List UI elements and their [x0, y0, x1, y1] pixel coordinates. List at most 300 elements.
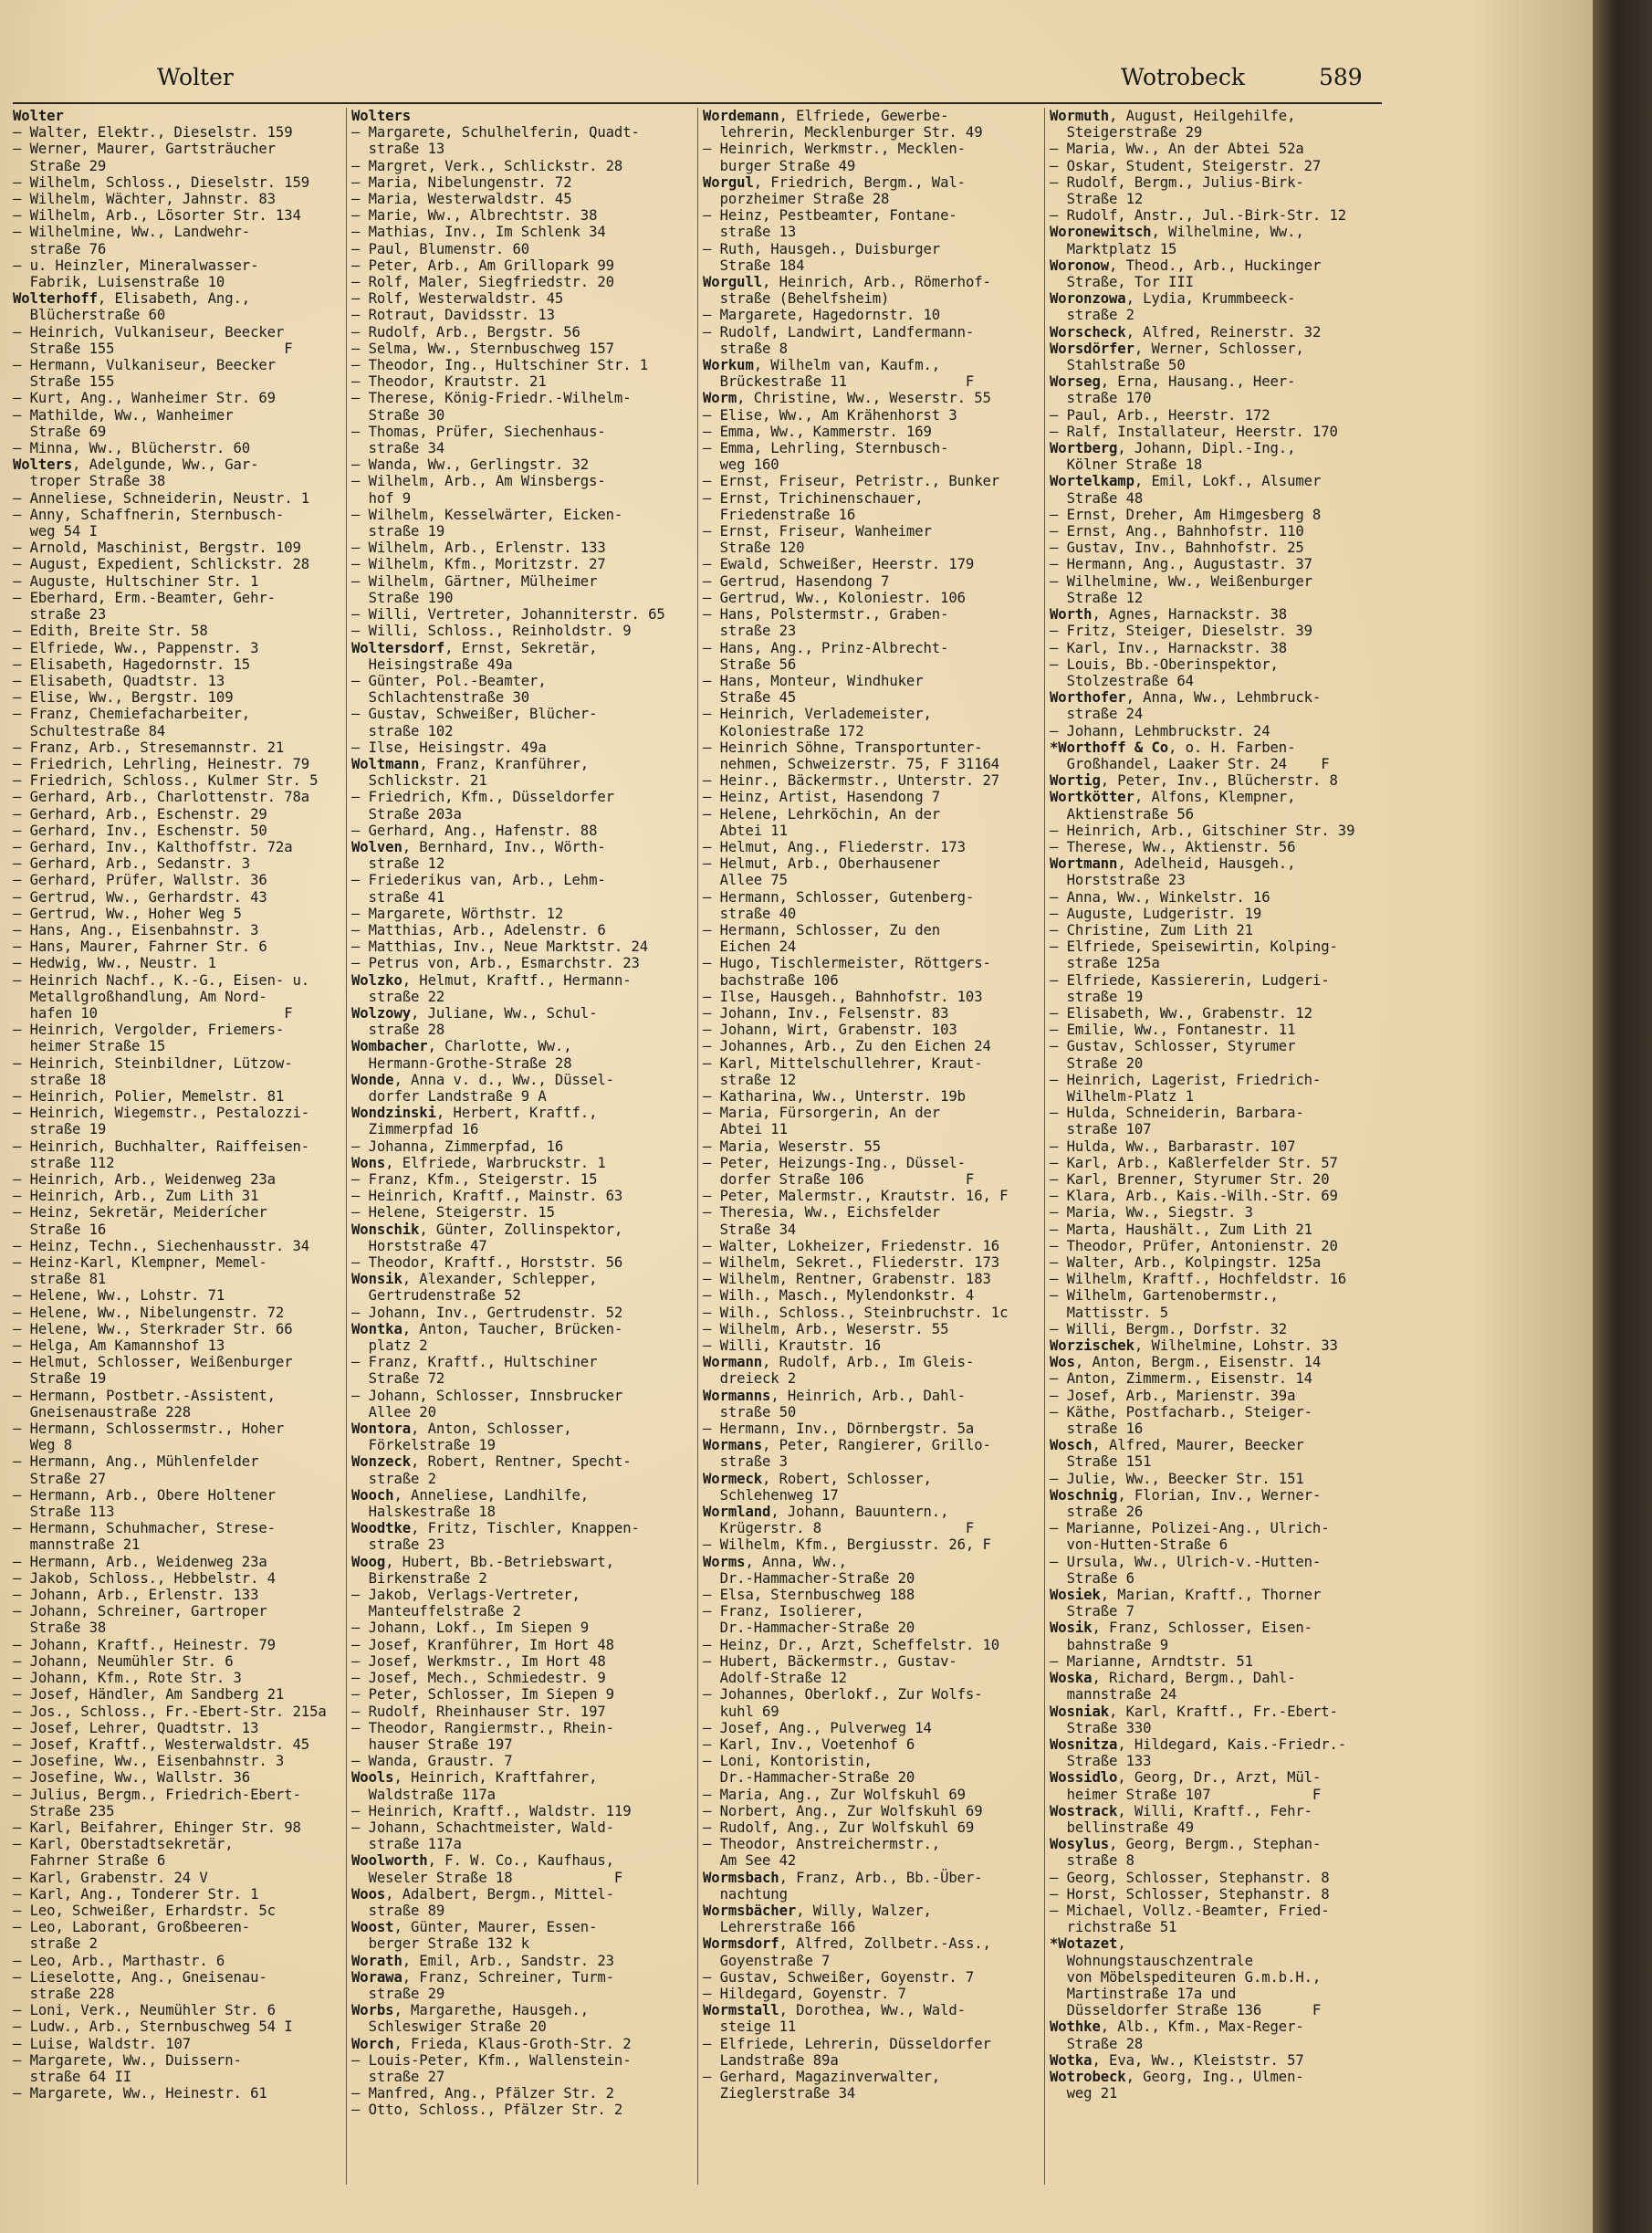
directory-line: straße 81 — [13, 1271, 107, 1288]
directory-line: — Louis-Peter, Kfm., Wallenstein- — [351, 2051, 632, 2069]
directory-line: — Werner, Maurer, Gartsträucher — [13, 141, 276, 158]
directory-line: von Möbelspediteuren G.m.b.H., — [1050, 1968, 1322, 1986]
directory-line: — Mathilde, Ww., Wanheimer — [13, 406, 234, 424]
directory-line: — Maria, Nibelungenstr. 72 — [351, 173, 572, 191]
directory-line: Wotka, Eva, Ww., Kleiststr. 57 — [1050, 2051, 1304, 2069]
directory-line: Straße 7 — [1050, 1603, 1134, 1620]
directory-line: Woodtke, Fritz, Tischler, Knappen- — [351, 1520, 640, 1537]
directory-line: — Heinrich, Vergolder, Friemers- — [13, 1022, 285, 1039]
directory-line: straße 3 — [703, 1453, 788, 1471]
directory-line: Wormland, Johann, Bauuntern., — [703, 1504, 949, 1521]
directory-line: Straße 184 — [703, 257, 805, 274]
directory-line: — Julius, Bergm., Friedrich-Ebert- — [13, 1786, 301, 1803]
directory-line: *Worthoff & Co, o. H. Farben- — [1050, 739, 1296, 756]
directory-line: — Lieselotte, Ang., Gneisenau- — [13, 1968, 267, 1986]
directory-line: Schlickstr. 21 — [351, 772, 487, 790]
directory-line: Weg 8 — [13, 1437, 73, 1454]
header-rule — [13, 102, 1382, 104]
directory-line: — Auguste, Ludgeristr. 19 — [1050, 905, 1262, 922]
directory-line: Wortelkamp, Emil, Lokf., Alsumer — [1050, 473, 1322, 490]
directory-line: — Franz, Arb., Stresemannstr. 21 — [13, 739, 285, 756]
directory-line: — Friedrich, Kfm., Düsseldorfer — [351, 789, 614, 806]
directory-line: Straße 29 — [13, 157, 107, 174]
directory-line: — Ruth, Hausgeh., Duisburger — [703, 240, 941, 257]
directory-line: — Anna, Ww., Winkelstr. 16 — [1050, 888, 1270, 906]
directory-line: Hermann-Grothe-Straße 28 — [351, 1054, 572, 1072]
directory-line: — Wilh., Schloss., Steinbruchstr. 1c — [703, 1304, 1009, 1321]
directory-line: — Marianne, Polizei-Ang., Ulrich- — [1050, 1520, 1330, 1537]
directory-line: straße 2 — [13, 1935, 98, 1953]
directory-line: Woschnig, Florian, Inv., Werner- — [1050, 1486, 1322, 1504]
directory-line: — Heinrich, Steinbildner, Lützow- — [13, 1054, 293, 1072]
directory-line: bellinstraße 49 — [1050, 1819, 1194, 1836]
directory-line: heimer Straße 107 F — [1050, 1786, 1322, 1803]
directory-line: — Wilhelm, Wächter, Jahnstr. 83 — [13, 191, 276, 208]
directory-line: Wormeck, Robert, Schlosser, — [703, 1470, 932, 1487]
directory-line: — Elfriede, Lehrerin, Düsseldorfer — [703, 2035, 991, 2052]
directory-line: Woolworth, F. W. Co., Kaufhaus, — [351, 1852, 614, 1870]
directory-line: Woost, Günter, Maurer, Essen- — [351, 1919, 598, 1936]
directory-line: dorfer Landstraße 9 A — [351, 1087, 547, 1105]
directory-line: — Hans, Ang., Prinz-Albrecht- — [703, 639, 949, 656]
directory-line: — Hermann, Postbetr.-Assistent, — [13, 1387, 276, 1404]
directory-line: — August, Expedient, Schlickstr. 28 — [13, 556, 310, 573]
directory-line: — Christine, Zum Lith 21 — [1050, 921, 1253, 938]
directory-line: Wortig, Peter, Inv., Blücherstr. 8 — [1050, 772, 1338, 790]
directory-line: Worgul, Friedrich, Bergm., Wal- — [703, 173, 966, 191]
column-2 — [351, 108, 690, 2198]
directory-line: steige 11 — [703, 2018, 797, 2036]
directory-line: — Wilhelm, Kfm., Bergiusstr. 26, F — [703, 1536, 991, 1554]
directory-line: Woronewitsch, Wilhelmine, Ww., — [1050, 224, 1304, 241]
directory-line: Zimmerpfad 16 — [351, 1121, 479, 1138]
directory-line: — Johann, Kfm., Rote Str. 3 — [13, 1670, 242, 1687]
directory-line: platz 2 — [351, 1337, 428, 1355]
directory-line: straße 27 — [351, 2068, 445, 2085]
directory-line: straße 24 — [1050, 706, 1144, 723]
directory-line: — Willi, Vertreter, Johanniterstr. 65 — [351, 606, 665, 624]
directory-line: Wonsik, Alexander, Schlepper, — [351, 1271, 598, 1288]
directory-line: Wosnitza, Hildegard, Kais.-Friedr.- — [1050, 1735, 1347, 1753]
directory-line: straße 170 — [1050, 390, 1152, 407]
directory-line: Wolter — [13, 108, 64, 124]
directory-line: — Georg, Schlosser, Stephanstr. 8 — [1050, 1869, 1330, 1886]
directory-line: straße 125a — [1050, 955, 1160, 972]
directory-line: Woltersdorf, Ernst, Sekretär, — [351, 639, 598, 656]
directory-line: troper Straße 38 — [13, 473, 166, 490]
directory-line: — Emma, Lehrling, Sternbusch- — [703, 440, 949, 457]
directory-line: straße 2 — [1050, 307, 1134, 324]
directory-line: — Wilhelmine, Ww., Landwehr- — [13, 224, 251, 241]
directory-line: straße 28 — [351, 1022, 445, 1039]
directory-line: — Josef, Händler, Am Sandberg 21 — [13, 1686, 285, 1704]
directory-line: Wordemann, Elfriede, Gewerbe- — [703, 108, 949, 124]
directory-line: — Helmut, Schlosser, Weißenburger — [13, 1354, 293, 1371]
directory-line: mannstraße 21 — [13, 1536, 141, 1554]
directory-line: straße 76 — [13, 240, 107, 257]
directory-line: richstraße 51 — [1050, 1919, 1177, 1936]
directory-line: Straße 19 — [13, 1370, 107, 1388]
directory-line: — Gertrud, Ww., Hoher Weg 5 — [13, 905, 242, 922]
directory-line: — Gerhard, Prüfer, Wallstr. 36 — [13, 872, 267, 889]
directory-line: — Walter, Arb., Kolpingstr. 125a — [1050, 1254, 1322, 1272]
directory-line: — Heinz-Karl, Klempner, Memel- — [13, 1254, 267, 1272]
directory-line: straße 41 — [351, 888, 445, 906]
directory-line: — Heinz, Techn., Siechenhausstr. 34 — [13, 1237, 310, 1254]
directory-line: — Therese, König-Friedr.-Wilhelm- — [351, 390, 632, 407]
directory-line: — Rudolf, Arb., Bergstr. 56 — [351, 323, 580, 341]
directory-line: — Ernst, Ang., Bahnhofstr. 110 — [1050, 523, 1304, 540]
directory-line: — Heinz, Artist, Hasendong 7 — [703, 789, 941, 806]
directory-line: Straße 56 — [703, 655, 797, 673]
directory-line: Fahrner Straße 6 — [13, 1852, 166, 1870]
directory-line: — Johann, Schreiner, Gartroper — [13, 1603, 267, 1620]
directory-line: — Michael, Vollz.-Beamter, Fried- — [1050, 1902, 1330, 1919]
directory-line: — Heinrich, Arb., Zum Lith 31 — [13, 1188, 259, 1205]
directory-line: — Gertrud, Hasendong 7 — [703, 572, 890, 590]
directory-line: — Leo, Schweißer, Erhardstr. 5c — [13, 1902, 276, 1919]
directory-line: — Wilhelm, Arb., Am Winsbergs- — [351, 473, 606, 490]
directory-line: — Gerhard, Inv., Kalthoffstr. 72a — [13, 838, 293, 855]
directory-line: — Heinrich Söhne, Transportunter- — [703, 739, 983, 756]
directory-line: — Heinrich, Werkmstr., Mecklen- — [703, 141, 966, 158]
directory-line: Wostrack, Willi, Kraftf., Fehr- — [1050, 1802, 1312, 1819]
directory-line: — Hermann, Schlosser, Gutenberg- — [703, 888, 975, 906]
directory-line: Mattisstr. 5 — [1050, 1304, 1169, 1321]
directory-line: Straße 27 — [13, 1470, 107, 1487]
directory-line: Woltmann, Franz, Kranführer, — [351, 755, 590, 772]
directory-line: — Gustav, Schweißer, Blücher- — [351, 706, 598, 723]
directory-line: — Gustav, Schweißer, Goyenstr. 7 — [703, 1968, 975, 1986]
directory-line: — Hans, Polstermstr., Graben- — [703, 606, 949, 624]
directory-line: — Wilhelm, Kesselwärter, Eicken- — [351, 506, 623, 523]
directory-line: — Wilhelm, Kfm., Moritzstr. 27 — [351, 556, 606, 573]
directory-line: Kölner Straße 18 — [1050, 456, 1203, 474]
directory-line: straße 13 — [703, 224, 797, 241]
directory-line: — Heinrich, Buchhalter, Raiffeisen- — [13, 1137, 310, 1155]
directory-line: — Hermann, Ang., Mühlenfelder — [13, 1453, 259, 1471]
directory-line: Workum, Wilhelm van, Kaufm., — [703, 357, 941, 374]
directory-line: — Oskar, Student, Steigerstr. 27 — [1050, 157, 1322, 174]
directory-line: — Marianne, Arndtstr. 51 — [1050, 1652, 1253, 1670]
directory-line: — Hermann, Schuhmacher, Strese- — [13, 1520, 276, 1537]
directory-line: — Theodor, Kraftf., Horststr. 56 — [351, 1254, 623, 1272]
directory-line: Abtei 11 — [703, 822, 788, 839]
directory-line: Straße 28 — [1050, 2035, 1144, 2052]
directory-line: Wormsbächer, Willy, Walzer, — [703, 1902, 932, 1919]
directory-line: — Helga, Am Kamannshof 13 — [13, 1337, 225, 1355]
directory-line: — Otto, Schloss., Pfälzer Str. 2 — [351, 2102, 623, 2119]
directory-line: — Johann, Lehmbruckstr. 24 — [1050, 722, 1270, 739]
directory-line: Straße 12 — [1050, 589, 1144, 606]
directory-line: Wormans, Peter, Rangierer, Grillo- — [703, 1437, 991, 1454]
page-header — [0, 64, 1593, 100]
directory-line: weg 21 — [1050, 2085, 1118, 2102]
column-4 — [1050, 108, 1387, 2198]
directory-line: Eichen 24 — [703, 938, 797, 956]
directory-line: — Elise, Ww., Bergstr. 109 — [13, 689, 234, 707]
directory-line: — Helmut, Ang., Fliederstr. 173 — [703, 838, 966, 855]
directory-line: Wormanns, Heinrich, Arb., Dahl- — [703, 1387, 966, 1404]
column-divider — [697, 108, 698, 2185]
directory-line: — Wilhelm, Gartenobermstr., — [1050, 1287, 1279, 1305]
directory-line: Worawa, Franz, Schreiner, Turm- — [351, 1968, 614, 1986]
directory-line: Woronzowa, Lydia, Krummbeeck- — [1050, 290, 1296, 308]
directory-line: — Peter, Malermstr., Krautstr. 16, F — [703, 1188, 1009, 1205]
directory-line: Wosiek, Marian, Kraftf., Thorner — [1050, 1587, 1322, 1604]
directory-line: — Walter, Elektr., Dieselstr. 159 — [13, 124, 293, 142]
directory-line: — Thomas, Prüfer, Siechenhaus- — [351, 423, 606, 440]
directory-line: Gneisenaustraße 228 — [13, 1403, 192, 1421]
directory-line: straße 40 — [703, 905, 797, 922]
directory-line: — Margret, Verk., Schlickstr. 28 — [351, 157, 623, 174]
directory-line: — Hermann, Ang., Augustastr. 37 — [1050, 556, 1312, 573]
directory-line: Weseler Straße 18 F — [351, 1869, 623, 1886]
directory-line: — Julie, Ww., Beecker Str. 151 — [1050, 1470, 1304, 1487]
directory-line: hof 9 — [351, 489, 412, 507]
directory-line: Allee 75 — [703, 872, 788, 889]
directory-line: — Selma, Ww., Sternbuschweg 157 — [351, 340, 614, 357]
book-spine — [1593, 0, 1652, 2233]
directory-line: — Johann, Schachtmeister, Wald- — [351, 1819, 614, 1836]
directory-line: Woog, Hubert, Bb.-Betriebswart, — [351, 1553, 614, 1570]
directory-line: — Johannes, Arb., Zu den Eichen 24 — [703, 1038, 991, 1055]
directory-line: Straße 235 — [13, 1802, 115, 1819]
column-1 — [13, 108, 350, 2198]
directory-line: — Ernst, Friseur, Wanheimer — [703, 523, 932, 540]
directory-line: lehrerin, Mecklenburger Str. 49 — [703, 124, 983, 142]
directory-line: Straße 120 — [703, 540, 805, 557]
directory-line: straße 19 — [351, 523, 445, 540]
directory-line: — Josef, Mech., Schmiedestr. 9 — [351, 1670, 606, 1687]
directory-line: — Wilhelm, Arb., Weserstr. 55 — [703, 1320, 949, 1337]
directory-line: Straße 72 — [351, 1370, 445, 1388]
directory-line: Marktplatz 15 — [1050, 240, 1177, 257]
directory-line: — Helene, Ww., Sterkrader Str. 66 — [13, 1320, 293, 1337]
directory-line: — Paul, Blumenstr. 60 — [351, 240, 530, 257]
directory-line: Worthofer, Anna, Ww., Lehmbruck- — [1050, 689, 1322, 707]
directory-line: Manteuffelstraße 2 — [351, 1603, 521, 1620]
directory-line: — Elfriede, Speisewirtin, Kolping- — [1050, 938, 1338, 956]
directory-line: — Karl, Mittelschullehrer, Kraut- — [703, 1054, 983, 1072]
directory-line: Wooch, Anneliese, Landhilfe, — [351, 1486, 590, 1504]
directory-line: straße 8 — [703, 340, 788, 357]
directory-line: straße 102 — [351, 722, 454, 739]
directory-line: Wolterhoff, Elisabeth, Ang., — [13, 290, 251, 308]
directory-line: — Matthias, Arb., Adelenstr. 6 — [351, 921, 606, 938]
directory-line: Wosylus, Georg, Bergm., Stephan- — [1050, 1836, 1322, 1853]
directory-line: — Manfred, Ang., Pfälzer Str. 2 — [351, 2085, 614, 2102]
directory-line: Wons, Elfriede, Warbruckstr. 1 — [351, 1154, 606, 1171]
directory-line: Straße 113 — [13, 1504, 115, 1521]
directory-line: — Maria, Westerwaldstr. 45 — [351, 191, 572, 208]
directory-line: Wolzko, Helmut, Kraftf., Hermann- — [351, 971, 632, 989]
directory-line: — Margarete, Schulhelferin, Quadt- — [351, 124, 640, 142]
directory-line: Straße 12 — [1050, 191, 1144, 208]
directory-line: straße 117a — [351, 1836, 462, 1853]
directory-line: straße 64 II — [13, 2068, 132, 2085]
directory-line: Wormstall, Dorothea, Ww., Wald- — [703, 2002, 966, 2019]
directory-line: — Leo, Laborant, Großbeeren- — [13, 1919, 251, 1936]
directory-line: straße 112 — [13, 1154, 115, 1171]
directory-line: — Auguste, Hultschiner Str. 1 — [13, 572, 259, 590]
directory-line: Worscheck, Alfred, Reinerstr. 32 — [1050, 323, 1322, 341]
directory-line: Schultestraße 84 — [13, 722, 166, 739]
directory-line: straße 22 — [351, 988, 445, 1005]
directory-line: Abtei 11 — [703, 1121, 788, 1138]
directory-line: Worm, Christine, Ww., Weserstr. 55 — [703, 390, 991, 407]
directory-line: — Eberhard, Erm.-Beamter, Gehr- — [13, 589, 276, 606]
directory-line: — Heinrich, Lagerist, Friedrich- — [1050, 1071, 1322, 1088]
directory-line: nachtung — [703, 1885, 788, 1903]
directory-line: straße 16 — [1050, 1421, 1144, 1438]
directory-line: — Ilse, Hausgeh., Bahnhofstr. 103 — [703, 988, 983, 1005]
directory-line: — Theodor, Prüfer, Antonienstr. 20 — [1050, 1237, 1338, 1254]
directory-line: Woronow, Theod., Arb., Huckinger — [1050, 257, 1322, 274]
directory-line: — Wilhelm, Schloss., Dieselstr. 159 — [13, 173, 310, 191]
directory-line: Worzischek, Wilhelmine, Lohstr. 33 — [1050, 1337, 1338, 1355]
directory-line: Förkelstraße 19 — [351, 1437, 496, 1454]
directory-line: — Hermann, Schlosser, Zu den — [703, 921, 941, 938]
directory-line: — Margarete, Ww., Duissern- — [13, 2051, 242, 2069]
directory-line: Fabrik, Luisenstraße 10 — [13, 274, 225, 291]
directory-line: — Johann, Lokf., Im Siepen 9 — [351, 1620, 590, 1637]
header-right-keyword: Wotrobeck — [1121, 64, 1246, 90]
directory-line: — Jos., Schloss., Fr.-Ebert-Str. 215a — [13, 1703, 327, 1720]
directory-line: — Edith, Breite Str. 58 — [13, 623, 208, 640]
directory-line: — Loni, Kontoristin, — [703, 1753, 873, 1770]
directory-line: — Johann, Schlosser, Innsbrucker — [351, 1387, 623, 1404]
directory-line: — Ursula, Ww., Ulrich-v.-Hutten- — [1050, 1553, 1322, 1570]
directory-line: Adolf-Straße 12 — [703, 1670, 847, 1687]
directory-line: Straße 155 F — [13, 340, 293, 357]
directory-line: — Heinrich, Wiegemstr., Pestalozzi- — [13, 1105, 310, 1122]
directory-line: Straße 69 — [13, 423, 107, 440]
directory-line: straße (Behelfsheim) — [703, 290, 890, 308]
directory-line: Straße 45 — [703, 689, 797, 707]
directory-line: Stolzestraße 64 — [1050, 672, 1194, 689]
directory-line: Metallgroßhandlung, Am Nord- — [13, 988, 267, 1005]
directory-line: — Rudolf, Rheinhauser Str. 197 — [351, 1703, 606, 1720]
directory-line: Straße 203a — [351, 805, 462, 823]
directory-line: berger Straße 132 k — [351, 1935, 530, 1953]
directory-line: — Theodor, Rangiermstr., Rhein- — [351, 1719, 614, 1736]
directory-line: Worbs, Margarethe, Hausgeh., — [351, 2002, 590, 2019]
directory-line: — Maria, Fürsorgerin, An der — [703, 1105, 941, 1122]
directory-line: — Wilhelm, Gärtner, Mülheimer — [351, 572, 598, 590]
directory-line: — Peter, Schlosser, Im Siepen 9 — [351, 1686, 614, 1704]
directory-line: weg 54 I — [13, 523, 98, 540]
directory-line: — Ludw., Arb., Sternbuschweg 54 I — [13, 2018, 293, 2036]
directory-line: — Karl, Grabenstr. 24 V — [13, 1869, 208, 1886]
directory-line: Wossidlo, Georg, Dr., Arzt, Mül- — [1050, 1769, 1322, 1787]
directory-line: weg 160 — [703, 456, 779, 474]
directory-line: — Wilhelmine, Ww., Weißenburger — [1050, 572, 1312, 590]
directory-line: Straße 30 — [351, 406, 445, 424]
page-number: 589 — [1319, 64, 1363, 90]
directory-line: Straße 38 — [13, 1620, 107, 1637]
directory-line: — Gerhard, Arb., Sedanstr. 3 — [13, 855, 251, 873]
directory-line: — Heinrich, Arb., Gitschiner Str. 39 — [1050, 822, 1355, 839]
directory-line: — Kurt, Ang., Wanheimer Str. 69 — [13, 390, 276, 407]
directory-line: Wortberg, Johann, Dipl.-Ing., — [1050, 440, 1296, 457]
directory-line: straße 34 — [351, 440, 445, 457]
directory-line: — Hermann, Arb., Weidenweg 23a — [13, 1553, 267, 1570]
directory-line: — Margarete, Hagedornstr. 10 — [703, 307, 941, 324]
directory-line: Wormsdorf, Alfred, Zollbetr.-Ass., — [703, 1935, 991, 1953]
directory-line: bahnstraße 9 — [1050, 1636, 1169, 1653]
directory-line: Wontka, Anton, Taucher, Brücken- — [351, 1320, 623, 1337]
directory-line: — Käthe, Postfacharb., Steiger- — [1050, 1403, 1312, 1421]
directory-line: — Johann, Inv., Felsenstr. 83 — [703, 1004, 949, 1022]
directory-line: *Wotazet, — [1050, 1935, 1126, 1953]
directory-line: — Emilie, Ww., Fontanestr. 11 — [1050, 1022, 1296, 1039]
directory-line: nehmen, Schweizerstr. 75, F 31164 — [703, 755, 1000, 772]
directory-line: — Heinrich Nachf., K.-G., Eisen- u. — [13, 971, 310, 989]
directory-line: Woos, Adalbert, Bergm., Mittel- — [351, 1885, 614, 1903]
directory-line: — Jakob, Schloss., Hebbelstr. 4 — [13, 1569, 276, 1587]
directory-line: dorfer Straße 106 F — [703, 1171, 975, 1188]
directory-line: Straße 48 — [1050, 489, 1144, 507]
directory-line: Koloniestraße 172 — [703, 722, 864, 739]
header-left-keyword: Wolter — [157, 64, 234, 90]
directory-line: — Hermann, Inv., Dörnbergstr. 5a — [703, 1421, 975, 1438]
directory-line: — Gerhard, Arb., Eschenstr. 29 — [13, 805, 267, 823]
directory-line: — Rotraut, Davidsstr. 13 — [351, 307, 555, 324]
directory-line: — Hulda, Schneiderin, Barbara- — [1050, 1105, 1304, 1122]
directory-line: — Helene, Ww., Lohstr. 71 — [13, 1287, 225, 1305]
directory-line: Aktienstraße 56 — [1050, 805, 1194, 823]
directory-line: — Rudolf, Ang., Zur Wolfskuhl 69 — [703, 1819, 975, 1836]
directory-line: — Maria, Weserstr. 55 — [703, 1137, 882, 1155]
directory-line: — Peter, Arb., Am Grillopark 99 — [351, 257, 614, 274]
directory-line: — Horst, Schlosser, Stephanstr. 8 — [1050, 1885, 1330, 1903]
directory-line: — Wilhelm, Sekret., Fliederstr. 173 — [703, 1254, 1000, 1272]
directory-line: — Petrus von, Arb., Esmarchstr. 23 — [351, 955, 640, 972]
directory-line: burger Straße 49 — [703, 157, 856, 174]
directory-line: straße 23 — [351, 1536, 445, 1554]
directory-line: — Leo, Arb., Marthastr. 6 — [13, 1952, 225, 1969]
directory-line: — Josef, Arb., Marienstr. 39a — [1050, 1387, 1296, 1404]
directory-line: Wombacher, Charlotte, Ww., — [351, 1038, 572, 1055]
directory-line: — Jakob, Verlags-Vertreter, — [351, 1587, 580, 1604]
directory-line: — Johann, Arb., Erlenstr. 133 — [13, 1587, 259, 1604]
directory-line: Straße 6 — [1050, 1569, 1134, 1587]
directory-line: straße 18 — [13, 1071, 107, 1088]
directory-line: — Anton, Zimmerm., Eisenstr. 14 — [1050, 1370, 1312, 1388]
directory-line: von-Hutten-Straße 6 — [1050, 1536, 1229, 1554]
directory-line: — Hans, Ang., Eisenbahnstr. 3 — [13, 921, 259, 938]
directory-line: Großhandel, Laaker Str. 24 F — [1050, 755, 1330, 772]
directory-line: — Gerhard, Inv., Eschenstr. 50 — [13, 822, 267, 839]
directory-line: — Maria, Ww., An der Abtei 52a — [1050, 141, 1304, 158]
directory-line: — Heinz, Pestbeamter, Fontane- — [703, 207, 957, 225]
directory-line: — Wilh., Masch., Mylendonkstr. 4 — [703, 1287, 975, 1305]
directory-line: — Anneliese, Schneiderin, Neustr. 1 — [13, 489, 310, 507]
directory-line: hafen 10 F — [13, 1004, 293, 1022]
directory-line: Wolters — [351, 108, 412, 124]
directory-line: — Hugo, Tischlermeister, Röttgers- — [703, 955, 991, 972]
directory-line: — Margarete, Ww., Heinestr. 61 — [13, 2085, 267, 2102]
directory-line: — Paul, Arb., Heerstr. 172 — [1050, 406, 1270, 424]
directory-line: — Johann, Inv., Gertrudenstr. 52 — [351, 1304, 623, 1321]
directory-line: Wolven, Bernhard, Inv., Wörth- — [351, 838, 606, 855]
directory-line: hauser Straße 197 — [351, 1735, 513, 1753]
directory-line: — Norbert, Ang., Zur Wolfskuhl 69 — [703, 1802, 983, 1819]
directory-line: Zieglerstraße 34 — [703, 2085, 856, 2102]
directory-line: — Helene, Lehrköchin, An der — [703, 805, 941, 823]
directory-line: — Karl, Inv., Voetenhof 6 — [703, 1735, 915, 1753]
